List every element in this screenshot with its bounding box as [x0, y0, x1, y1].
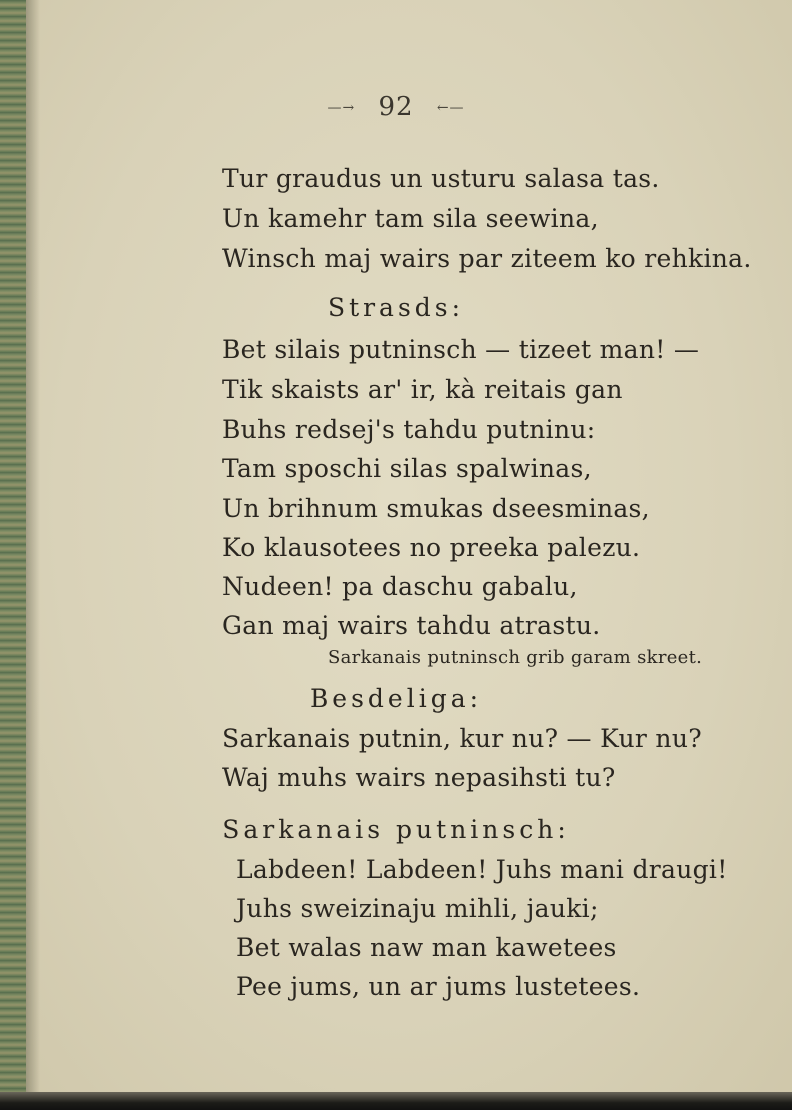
verse-line: Winsch maj wairs par ziteem ko rehkina. — [222, 244, 752, 273]
verse-line: Pee jums, un ar jums lustetees. — [236, 972, 641, 1001]
speaker-heading: Strasds: — [327, 293, 465, 322]
page-header — [0, 92, 792, 122]
verse-line: Sarkanais putnin, kur nu? — Kur nu? — [222, 724, 702, 753]
speaker-heading: Besdeliga: — [309, 684, 483, 713]
verse-line: Labdeen! Labdeen! Juhs mani draugi! — [236, 855, 728, 884]
verse-line: Un brihnum smukas dseesminas, — [222, 494, 650, 523]
verse-line: Tam sposchi silas spalwinas, — [222, 454, 592, 483]
page-number: 92 — [378, 92, 414, 122]
verse-line: Tur graudus un usturu salasa tas. — [222, 164, 660, 193]
ornament-left: —→ — [327, 100, 356, 116]
verse-line: Buhs redsej's tahdu putninu: — [222, 415, 596, 444]
verse-line: Ko klausotees no preeka palezu. — [222, 533, 641, 562]
stage-direction: Sarkanais putninsch grib garam skreet. — [328, 647, 703, 668]
verse-line: Waj muhs wairs nepasihsti tu? — [222, 763, 616, 792]
speaker-heading: Sarkanais putninsch: — [222, 815, 570, 844]
verse-line: Bet walas naw man kawetees — [236, 933, 617, 962]
binding-shadow — [26, 0, 40, 1110]
ornament-right: ←— — [436, 100, 465, 116]
verse-line: Gan maj wairs tahdu atrastu. — [222, 611, 601, 640]
verse-line: Tik skaists ar' ir, kà reitais gan — [222, 375, 623, 404]
verse-line: Nudeen! pa daschu gabalu, — [222, 572, 578, 601]
verse-line: Juhs sweizinaju mihli, jauki; — [236, 894, 599, 923]
verse-line: Bet silais putninsch — tizeet man! — — [222, 335, 700, 364]
page-bottom-edge — [0, 1092, 792, 1110]
verse-line: Un kamehr tam sila seewina, — [222, 204, 599, 233]
book-binding — [0, 0, 26, 1110]
